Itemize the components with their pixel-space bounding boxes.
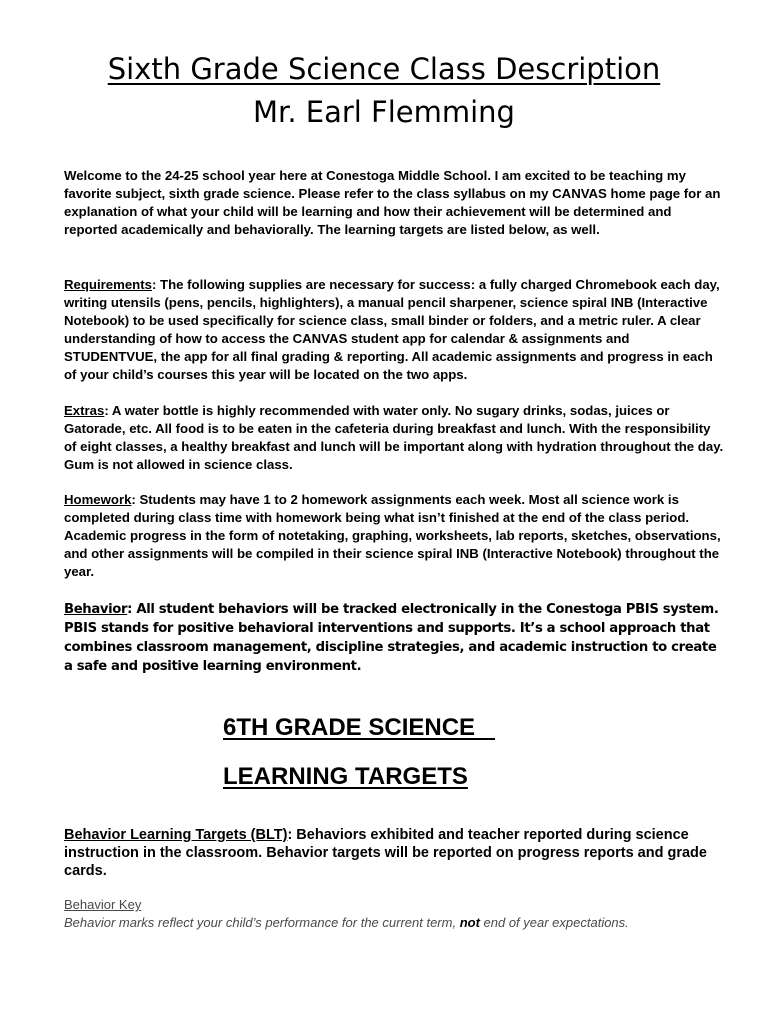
homework-paragraph bbox=[64, 491, 724, 581]
targets-heading-line1: 6TH GRADE SCIENCE bbox=[223, 714, 496, 741]
extras-paragraph bbox=[64, 402, 724, 474]
behavior-key-description bbox=[64, 915, 629, 931]
requirements-paragraph bbox=[64, 276, 724, 384]
homework-text: : Students may have 1 to 2 homework assignments each week. Most all science work is completed during class time with homework being what isn’t finished at the end of the class period. Academic progress in the form of notetaking, graphing, worksheets, lab reports, sketches, observations, and other assignments will be compiled in their science spiral INB (Interactive Notebook) throughout the year. bbox=[64, 492, 721, 579]
blt-label: Behavior Learning Targets (BLT) bbox=[64, 827, 288, 843]
behavior-label: Behavior bbox=[64, 602, 128, 617]
homework-label: Homework bbox=[64, 492, 132, 507]
welcome-paragraph bbox=[64, 167, 724, 239]
page-title: Sixth Grade Science Class Description bbox=[107, 52, 661, 86]
teacher-name: Mr. Earl Flemming bbox=[253, 95, 515, 129]
behavior-paragraph bbox=[64, 600, 724, 676]
extras-label: Extras bbox=[64, 403, 105, 418]
welcome-text: Welcome to the 24-25 school year here at Conestoga Middle School. I am excited to be teaching my favorite subject, sixth grade science. Please refer to the class syllabus on my CANVAS home page for an explanation of what your child will be learning and how their achievement will be determined and reported academically and behaviorally. The learning targets are listed below, as well. bbox=[64, 168, 721, 237]
behavior-key-desc-emphasis: not bbox=[459, 915, 480, 930]
blt-paragraph bbox=[64, 826, 724, 880]
targets-heading-line2: LEARNING TARGETS bbox=[223, 763, 468, 790]
behavior-text: : All student behaviors will be tracked electronically in the Conestoga PBIS system. PBIS stands for positive behavioral interventions and supports. It’s a school approach that combines classroom management, discipline strategies, and academic instruction to create a safe and positive learning environment. bbox=[64, 602, 719, 674]
behavior-key-desc-after: end of year expectations. bbox=[479, 915, 629, 930]
behavior-key-desc-before: Behavior marks reflect your child’s performance for the current term, bbox=[64, 915, 460, 930]
requirements-text: : The following supplies are necessary for success: a fully charged Chromebook each day, writing utensils (pens, pencils, highlighters), a manual pencil sharpener, science spiral INB (Interactive Notebook) to be used specifically for science class, small binder or folders, and a metric ruler. A clear understanding of how to access the CANVAS student app for calendar & assignments and STUDENTVUE, the app for all final grading & reporting. All academic assignments and progress in each of your child’s courses this year will be located on the two apps. bbox=[64, 277, 720, 382]
requirements-label: Requirements bbox=[64, 277, 152, 292]
behavior-key-label: Behavior Key bbox=[64, 897, 142, 912]
extras-text: : A water bottle is highly recommended with water only. No sugary drinks, sodas, juices or Gatorade, etc. All food is to be eaten in the cafeteria during breakfast and lunch. With the responsibility of eight classes, a healthy breakfast and lunch will be important along with hydration throughout the day. Gum is not allowed in science class. bbox=[64, 403, 724, 472]
blt-text: : Behaviors exhibited and teacher reported during science instruction in the classroom. Behavior targets will be reported on progress reports and grade cards. bbox=[64, 827, 707, 879]
